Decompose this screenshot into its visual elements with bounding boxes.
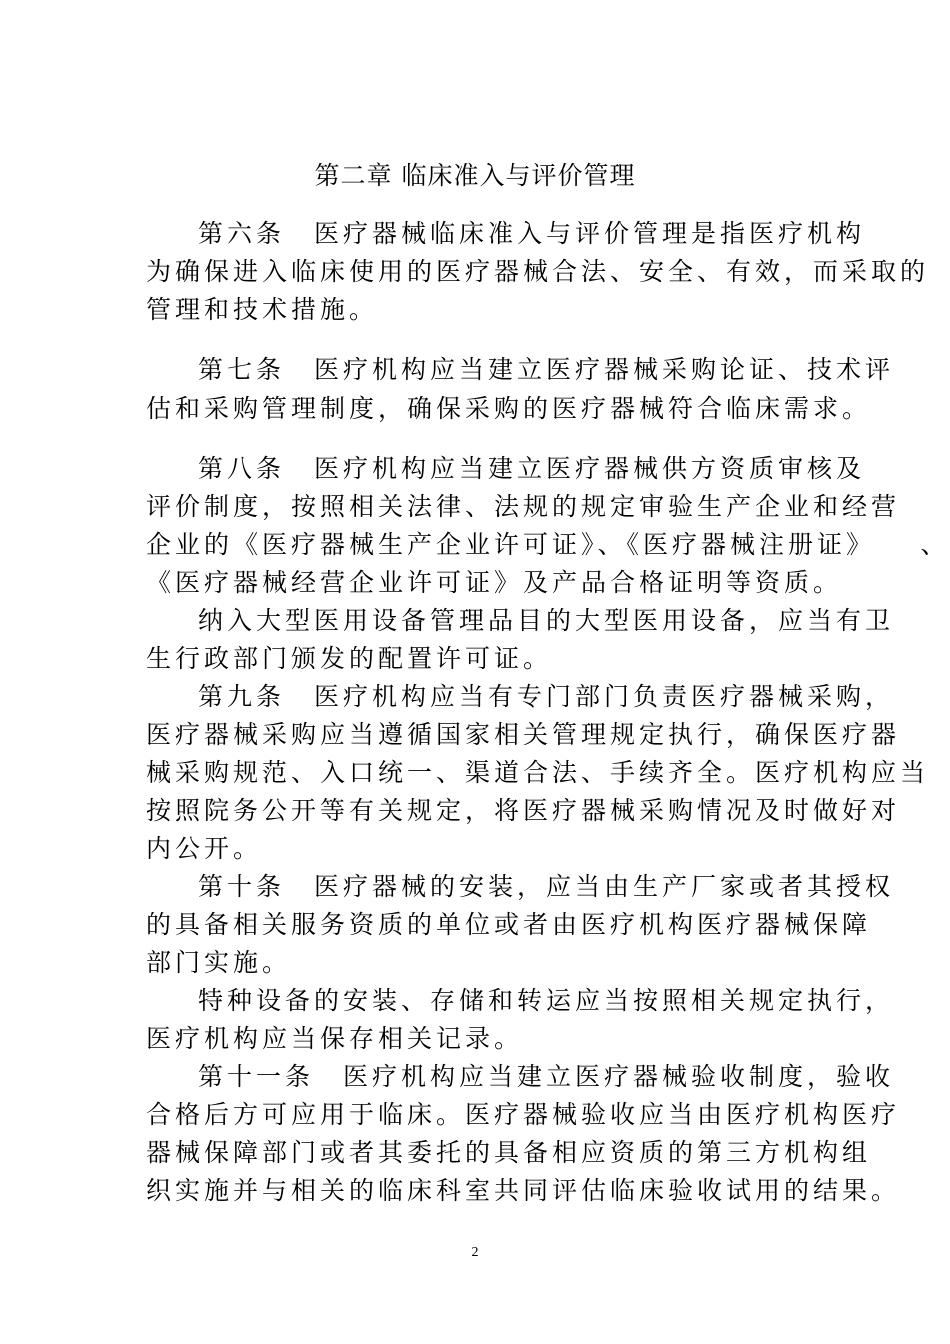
text-line: 第九条 医疗机构应当有专门部门负责医疗器械采购， bbox=[198, 682, 895, 711]
text-line: 内公开。 bbox=[146, 834, 263, 863]
text-line: 纳入大型医用设备管理品目的大型医用设备，应当有卫 bbox=[198, 606, 895, 635]
text-line: 合格后方可应用于临床。医疗器械验收应当由医疗机构医疗 bbox=[146, 1100, 901, 1129]
text-line: 医疗机构应当保存相关记录。 bbox=[146, 1024, 524, 1053]
text-line: 估和采购管理制度，确保采购的医疗器械符合临床需求。 bbox=[146, 394, 872, 423]
text-line: 为确保进入临床使用的医疗器械合法、安全、有效，而采取的 bbox=[146, 257, 930, 286]
text-line: 评价制度，按照相关法律、法规的规定审验生产企业和经营 bbox=[146, 492, 901, 521]
text-line: 第十一条 医疗机构应当建立医疗器械验收制度，验收 bbox=[198, 1062, 895, 1091]
text-line: 管理和技术措施。 bbox=[146, 295, 379, 324]
text-line: 织实施并与相关的临床科室共同评估临床验收试用的结果。 bbox=[146, 1176, 901, 1205]
chapter-title: 第二章 临床准入与评价管理 bbox=[314, 161, 636, 190]
text-line: 医疗器械采购应当遵循国家相关管理规定执行，确保医疗器 bbox=[146, 720, 901, 749]
text-line: 的具备相关服务资质的单位或者由医疗机构医疗器械保障 bbox=[146, 910, 872, 939]
text-line: 第十条 医疗器械的安装，应当由生产厂家或者其授权 bbox=[198, 872, 895, 901]
text-line: 第六条 医疗器械临床准入与评价管理是指医疗机构 bbox=[198, 219, 866, 248]
text-line: 部门实施。 bbox=[146, 948, 292, 977]
text-line: 企业的《医疗器械生产企业许可证》、《医疗器械注册证》 、 bbox=[146, 530, 950, 559]
text-line: 按照院务公开等有关规定，将医疗器械采购情况及时做好对 bbox=[146, 796, 901, 825]
text-line: 第七条 医疗机构应当建立医疗器械采购论证、技术评 bbox=[198, 355, 895, 384]
text-line: 械采购规范、入口统一、渠道合法、手续齐全。医疗机构应当 bbox=[146, 758, 930, 787]
text-line: 器械保障部门或者其委托的具备相应资质的第三方机构组 bbox=[146, 1138, 872, 1167]
text-line: 生行政部门颁发的配置许可证。 bbox=[146, 644, 553, 673]
page-number: 2 bbox=[471, 1245, 479, 1260]
text-line: 《医疗器械经营企业许可证》及产品合格证明等资质。 bbox=[146, 568, 843, 597]
text-line: 特种设备的安装、存储和转运应当按照相关规定执行， bbox=[198, 986, 895, 1015]
text-line: 第八条 医疗机构应当建立医疗器械供方资质审核及 bbox=[198, 454, 866, 483]
